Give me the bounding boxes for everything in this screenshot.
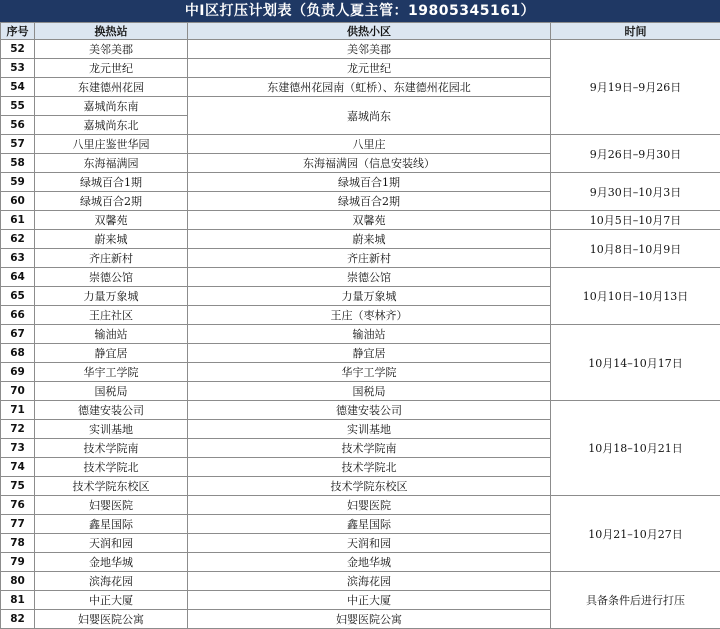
station-cell: 嘉城尚东南: [35, 97, 188, 116]
header-row: [1, 23, 720, 40]
time-cell: 10月14–10月17日: [551, 325, 720, 401]
community-cell: 静宜居: [188, 344, 551, 363]
header-station: 换热站: [35, 23, 188, 40]
table-row: [1, 572, 720, 591]
header-community: 供热小区: [188, 23, 551, 40]
station-cell: 天润和园: [35, 534, 188, 553]
table-row: [1, 401, 720, 420]
seq-cell: 82: [1, 610, 35, 629]
community-cell: 天润和园: [188, 534, 551, 553]
community-cell: 绿城百合1期: [188, 173, 551, 192]
seq-cell: 57: [1, 135, 35, 154]
seq-cell: 66: [1, 306, 35, 325]
table-row: [1, 211, 720, 230]
community-cell: 实训基地: [188, 420, 551, 439]
seq-cell: 71: [1, 401, 35, 420]
station-cell: 蔚来城: [35, 230, 188, 249]
seq-cell: 65: [1, 287, 35, 306]
station-cell: 技术学院东校区: [35, 477, 188, 496]
time-cell: 10月18–10月21日: [551, 401, 720, 496]
station-cell: 东建德州花园: [35, 78, 188, 97]
station-cell: 妇婴医院: [35, 496, 188, 515]
seq-cell: 63: [1, 249, 35, 268]
time-cell: 10月5日–10月7日: [551, 211, 720, 230]
community-cell: 八里庄: [188, 135, 551, 154]
table-row: [1, 230, 720, 249]
time-cell: 9月19日–9月26日: [551, 40, 720, 135]
table-row: [1, 496, 720, 515]
community-cell: 妇婴医院公寓: [188, 610, 551, 629]
community-cell: 输油站: [188, 325, 551, 344]
seq-cell: 56: [1, 116, 35, 135]
station-cell: 齐庄新村: [35, 249, 188, 268]
seq-cell: 76: [1, 496, 35, 515]
seq-cell: 53: [1, 59, 35, 78]
community-cell: 妇婴医院: [188, 496, 551, 515]
time-cell: 具备条件后进行打压: [551, 572, 720, 629]
seq-cell: 60: [1, 192, 35, 211]
seq-cell: 75: [1, 477, 35, 496]
table-row: [1, 173, 720, 192]
seq-cell: 73: [1, 439, 35, 458]
seq-cell: 62: [1, 230, 35, 249]
seq-cell: 58: [1, 154, 35, 173]
seq-cell: 78: [1, 534, 35, 553]
community-cell: 嘉城尚东: [188, 97, 551, 135]
time-cell: 10月10日–10月13日: [551, 268, 720, 325]
seq-cell: 77: [1, 515, 35, 534]
community-cell: 东建德州花园南（虹桥）、东建德州花园北: [188, 78, 551, 97]
time-cell: 9月30日–10月3日: [551, 173, 720, 211]
station-cell: 八里庄鉴世华园: [35, 135, 188, 154]
table-row: [1, 268, 720, 287]
seq-cell: 52: [1, 40, 35, 59]
time-cell: 9月26日–9月30日: [551, 135, 720, 173]
station-cell: 国税局: [35, 382, 188, 401]
community-cell: 齐庄新村: [188, 249, 551, 268]
seq-cell: 61: [1, 211, 35, 230]
community-cell: 崇德公馆: [188, 268, 551, 287]
station-cell: 美邻美郡: [35, 40, 188, 59]
community-cell: 双馨苑: [188, 211, 551, 230]
community-cell: 东海福满园（信息安装线）: [188, 154, 551, 173]
station-cell: 嘉城尚东北: [35, 116, 188, 135]
community-cell: 技术学院南: [188, 439, 551, 458]
station-cell: 鑫星国际: [35, 515, 188, 534]
station-cell: 力量万象城: [35, 287, 188, 306]
seq-cell: 69: [1, 363, 35, 382]
station-cell: 妇婴医院公寓: [35, 610, 188, 629]
seq-cell: 55: [1, 97, 35, 116]
station-cell: 绿城百合2期: [35, 192, 188, 211]
community-cell: 中正大厦: [188, 591, 551, 610]
station-cell: 王庄社区: [35, 306, 188, 325]
time-cell: 10月21–10月27日: [551, 496, 720, 572]
community-cell: 技术学院东校区: [188, 477, 551, 496]
seq-cell: 74: [1, 458, 35, 477]
seq-cell: 81: [1, 591, 35, 610]
seq-cell: 68: [1, 344, 35, 363]
station-cell: 绿城百合1期: [35, 173, 188, 192]
station-cell: 技术学院南: [35, 439, 188, 458]
community-cell: 美邻美郡: [188, 40, 551, 59]
station-cell: 实训基地: [35, 420, 188, 439]
table-row: [1, 40, 720, 59]
header-seq: 序号: [1, 23, 35, 40]
table-header: [1, 23, 720, 40]
station-cell: 崇德公馆: [35, 268, 188, 287]
community-cell: 鑫星国际: [188, 515, 551, 534]
station-cell: 双馨苑: [35, 211, 188, 230]
community-cell: 国税局: [188, 382, 551, 401]
seq-cell: 79: [1, 553, 35, 572]
pressure-test-plan-table: [0, 22, 720, 629]
station-cell: 龙元世纪: [35, 59, 188, 78]
community-cell: 技术学院北: [188, 458, 551, 477]
community-cell: 绿城百合2期: [188, 192, 551, 211]
header-time: 时间: [551, 23, 720, 40]
station-cell: 滨海花园: [35, 572, 188, 591]
station-cell: 德建安装公司: [35, 401, 188, 420]
seq-cell: 64: [1, 268, 35, 287]
seq-cell: 80: [1, 572, 35, 591]
community-cell: 蔚来城: [188, 230, 551, 249]
station-cell: 技术学院北: [35, 458, 188, 477]
station-cell: 东海福满园: [35, 154, 188, 173]
station-cell: 中正大厦: [35, 591, 188, 610]
community-cell: 华宇工学院: [188, 363, 551, 382]
station-cell: 静宜居: [35, 344, 188, 363]
station-cell: 金地华城: [35, 553, 188, 572]
community-cell: 龙元世纪: [188, 59, 551, 78]
community-cell: 王庄（枣林齐）: [188, 306, 551, 325]
seq-cell: 54: [1, 78, 35, 97]
seq-cell: 70: [1, 382, 35, 401]
seq-cell: 67: [1, 325, 35, 344]
community-cell: 金地华城: [188, 553, 551, 572]
community-cell: 滨海花园: [188, 572, 551, 591]
seq-cell: 72: [1, 420, 35, 439]
table-title: 中Ⅰ区打压计划表（负责人夏主管：19805345161）: [0, 0, 720, 22]
seq-cell: 59: [1, 173, 35, 192]
station-cell: 输油站: [35, 325, 188, 344]
time-cell: 10月8日–10月9日: [551, 230, 720, 268]
table-row: [1, 135, 720, 154]
table-row: [1, 325, 720, 344]
community-cell: 德建安装公司: [188, 401, 551, 420]
community-cell: 力量万象城: [188, 287, 551, 306]
table-body: [1, 40, 720, 629]
station-cell: 华宇工学院: [35, 363, 188, 382]
